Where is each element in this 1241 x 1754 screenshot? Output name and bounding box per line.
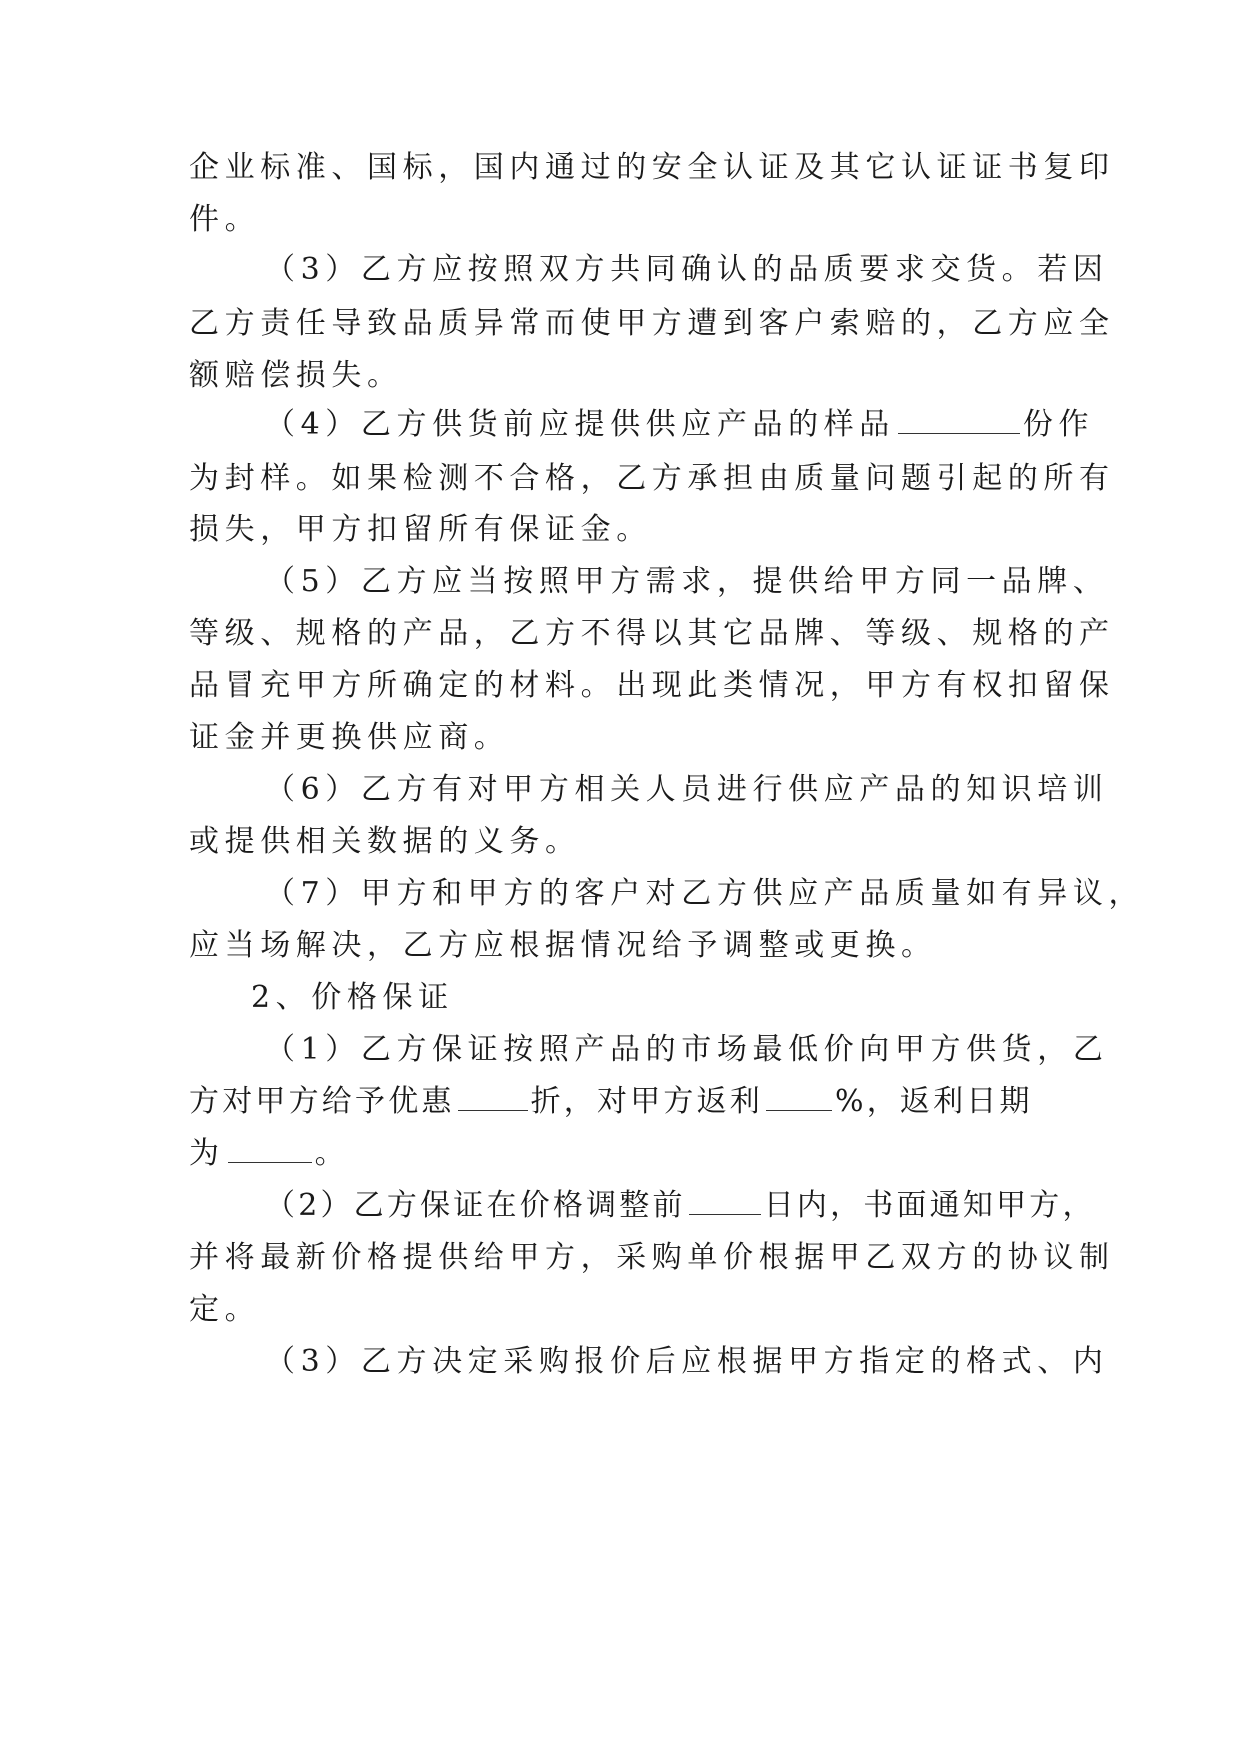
text-line: 应当场解决，乙方应根据情况给予调整或更换。	[189, 928, 937, 963]
text-line: 并将最新价格提供给甲方，采购单价根据甲乙双方的协议制	[189, 1240, 1115, 1275]
text-segment: 为	[189, 1136, 225, 1171]
text-line: 乙方责任导致品质异常而使甲方遭到客户索赔的，乙方应全	[189, 306, 1115, 341]
discount-blank	[458, 1082, 528, 1111]
clause-7-line: （7）甲方和甲方的客户对乙方供应产品质量如有异议，	[265, 876, 1145, 911]
clause-3-line: （3）乙方应按照双方共同确认的品质要求交货。若因	[265, 252, 1109, 287]
text-segment: 。	[314, 1136, 351, 1171]
text-line: 定。	[189, 1292, 261, 1327]
rebate-blank	[766, 1082, 832, 1111]
section-heading: 2、价格保证	[251, 980, 454, 1015]
text-line: 证金并更换供应商。	[189, 720, 510, 755]
price-clause-1-line: （1）乙方保证按照产品的市场最低价向甲方供货，乙	[265, 1032, 1109, 1067]
text-segment: 份作	[1022, 407, 1095, 442]
text-line: 为封样。如果检测不合格，乙方承担由质量问题引起的所有	[189, 461, 1115, 496]
text-segment: （4）乙方供货前应提供供应产品的样品	[265, 407, 895, 442]
text-segment: 日内，书面通知甲方，	[763, 1188, 1096, 1223]
text-line	[189, 1082, 1033, 1122]
text-line: 企业标准、国标，国内通过的安全认证及其它认证证书复印	[189, 150, 1115, 185]
text-line: 品冒充甲方所确定的材料。出现此类情况，甲方有权扣留保	[189, 668, 1115, 703]
text-line: 等级、规格的产品，乙方不得以其它品牌、等级、规格的产	[189, 616, 1115, 651]
notice-days-blank	[689, 1186, 761, 1215]
rebate-date-blank	[228, 1134, 312, 1163]
clause-6-line: （6）乙方有对甲方相关人员进行供应产品的知识培训	[265, 772, 1109, 807]
text-line: 额赔偿损失。	[189, 358, 403, 393]
sample-count-blank	[898, 405, 1020, 434]
text-segment: （2）乙方保证在价格调整前	[265, 1188, 686, 1223]
text-segment: %，返利日期	[835, 1084, 1033, 1119]
price-clause-3-line: （3）乙方决定采购报价后应根据甲方指定的格式、内	[265, 1344, 1109, 1379]
text-line: 件。	[189, 202, 261, 237]
clause-5-line: （5）乙方应当按照甲方需求，提供给甲方同一品牌、	[265, 564, 1109, 599]
clause-4-line	[265, 405, 1094, 445]
text-line	[189, 1134, 350, 1174]
text-segment: 方对甲方给予优惠	[189, 1084, 455, 1119]
text-line: 损失，甲方扣留所有保证金。	[189, 512, 652, 547]
text-line: 或提供相关数据的义务。	[189, 824, 581, 859]
text-segment: 折，对甲方返利	[530, 1084, 764, 1119]
price-clause-2-line	[265, 1186, 1096, 1226]
